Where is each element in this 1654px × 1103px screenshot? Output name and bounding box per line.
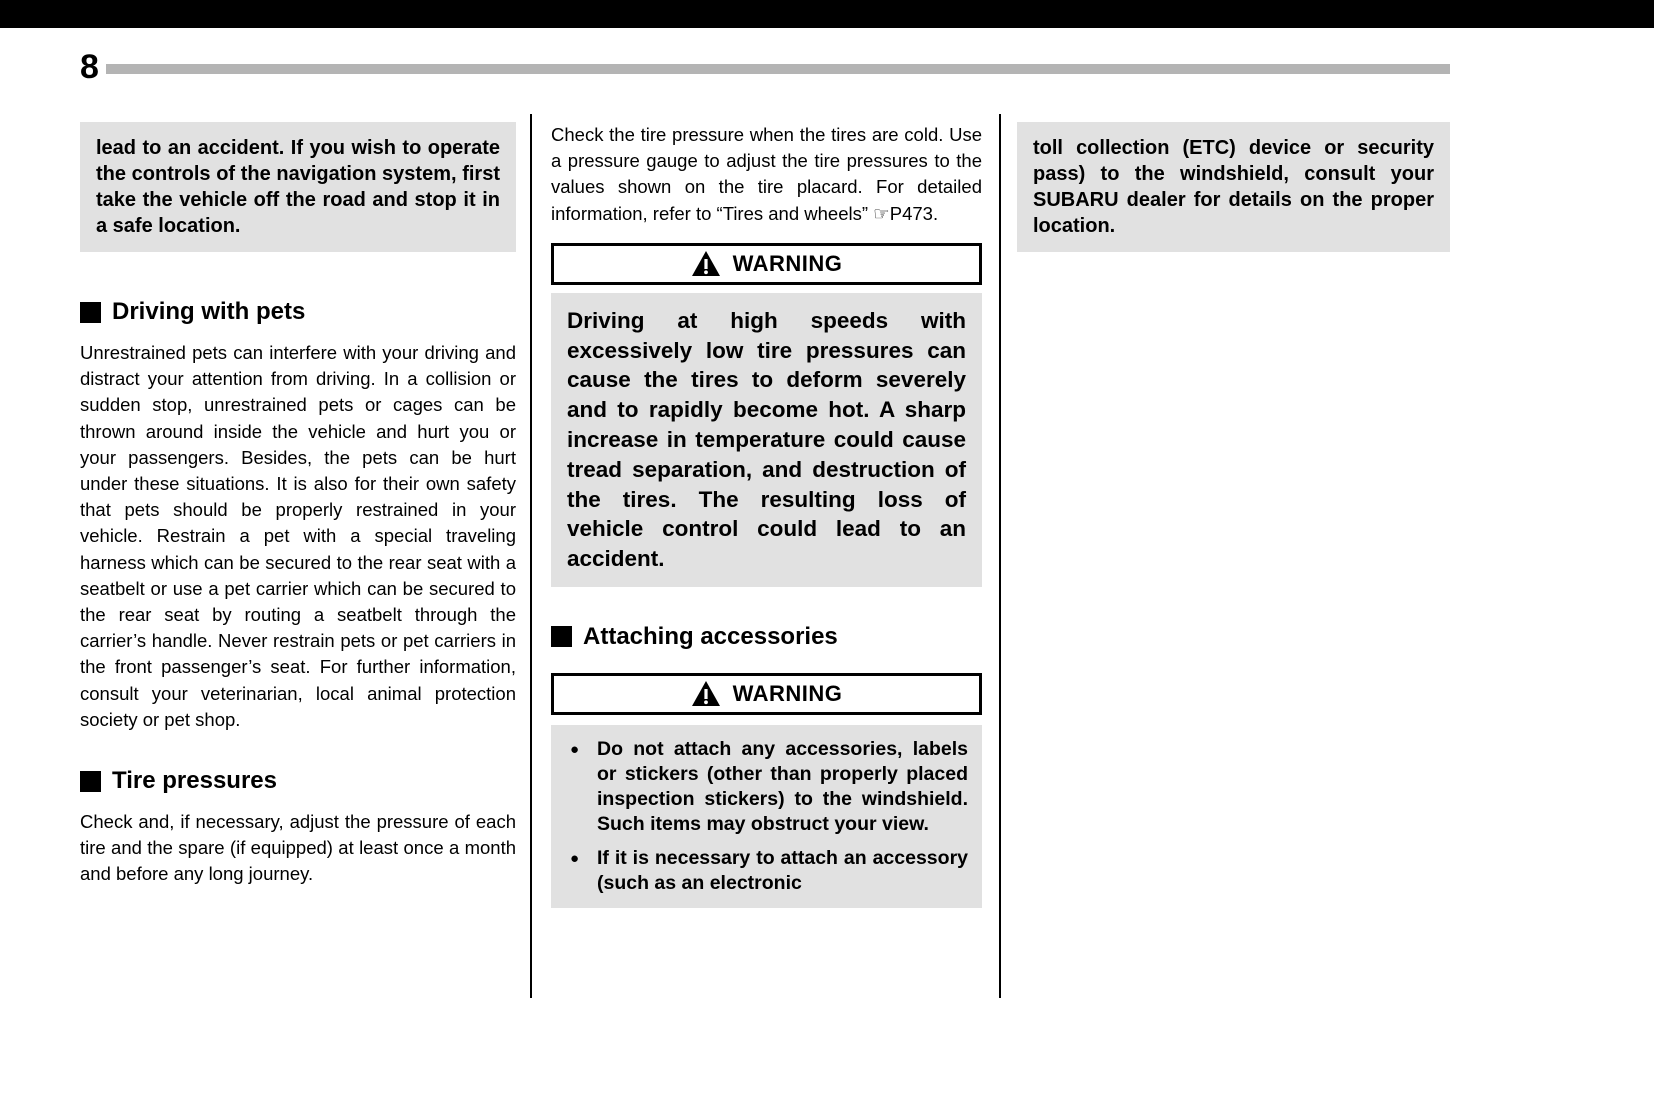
bullet-dot-icon: ● — [570, 849, 580, 867]
tire-speed-warning-text: Driving at high speeds with excessively low tire pressures can cause the tires to deform severely and to rapidly become hot. A sharp increase in temperature could cause tread separation, and destruction of the tires. The resulting loss of vehicle control could lead to an accident. — [551, 293, 982, 587]
column-divider-1 — [530, 114, 532, 998]
tire-pressures-text: Check and, if necessary, adjust the pressure of each tire and the spare (if equipped) at least once a month and before any long journey. — [80, 811, 516, 885]
heading-tire-pressures — [80, 767, 516, 795]
bullet-text-accessories: Do not attach any accessories, labels or stickers (other than properly placed inspection stickers) to the windshield. Such items may obstruct your view. — [597, 737, 968, 835]
heading-driving-with-pets — [80, 298, 516, 326]
bullet-item — [565, 737, 968, 837]
driving-with-pets-text: Unrestrained pets can interfere with your driving and distract your attention from driving. In a collision or sudden stop, unrestrained pets or cages can be thrown around inside the vehicle and hurt you or your passengers. Besides, the pets can be hurt under these situations. It is also for their own safety that pets should be properly restrained in your vehicle. Restrain a pet with a special traveling harness which can be secured to the rear seat with a seatbelt or use a pet carrier which can be secured to the rear seat by routing a seatbelt through the carrier’s handle. Never restrain pets or pet carriers in the front passenger’s seat. For further information, consult your veterinarian, local animal protection society or pet shop. — [80, 342, 516, 730]
heading-tire-pressures-label: Tire pressures — [112, 767, 277, 795]
warning-triangle-icon — [691, 680, 721, 707]
warning-header-tires — [551, 243, 982, 285]
caution-continuation-box: lead to an accident. If you wish to operate the controls of the navigation system, first take the vehicle off the road and stop it in a safe location. — [80, 122, 516, 252]
bullet-text-attach: If it is necessary to attach an accessory (such as an electronic — [597, 846, 968, 894]
top-black-bar — [0, 0, 1654, 28]
bullet-item — [565, 846, 968, 896]
column-left — [80, 122, 516, 888]
header-rule — [106, 64, 1450, 74]
column-middle — [551, 122, 982, 908]
warning-triangle-icon — [691, 250, 721, 277]
page-number: 8 — [80, 48, 99, 86]
warning-label: WARNING — [732, 680, 843, 706]
square-bullet-icon — [80, 302, 101, 323]
heading-attaching-accessories — [551, 623, 982, 651]
heading-driving-with-pets-label: Driving with pets — [112, 298, 306, 325]
accessories-continuation-box: toll collection (ETC) device or security pass) to the windshield, consult your SUBARU dealer for details on the proper location. — [1017, 122, 1450, 252]
column-right — [1017, 122, 1450, 252]
column-divider-2 — [999, 114, 1001, 998]
heading-attaching-accessories-label: Attaching accessories — [583, 622, 838, 650]
square-bullet-icon — [80, 771, 101, 792]
tire-pressure-intro-text: Check the tire pressure when the tires are cold. Use a pressure gauge to adjust the tire pressures to the values shown on the tire placard. For detailed information, refer to “Tires and wheels” ☞P473. — [551, 124, 982, 224]
bullet-dot-icon: ● — [570, 740, 580, 758]
warning-label: WARNING — [732, 250, 843, 276]
accessories-warning-box — [551, 725, 982, 908]
warning-header-accessories — [551, 673, 982, 715]
square-bullet-icon — [551, 626, 572, 647]
